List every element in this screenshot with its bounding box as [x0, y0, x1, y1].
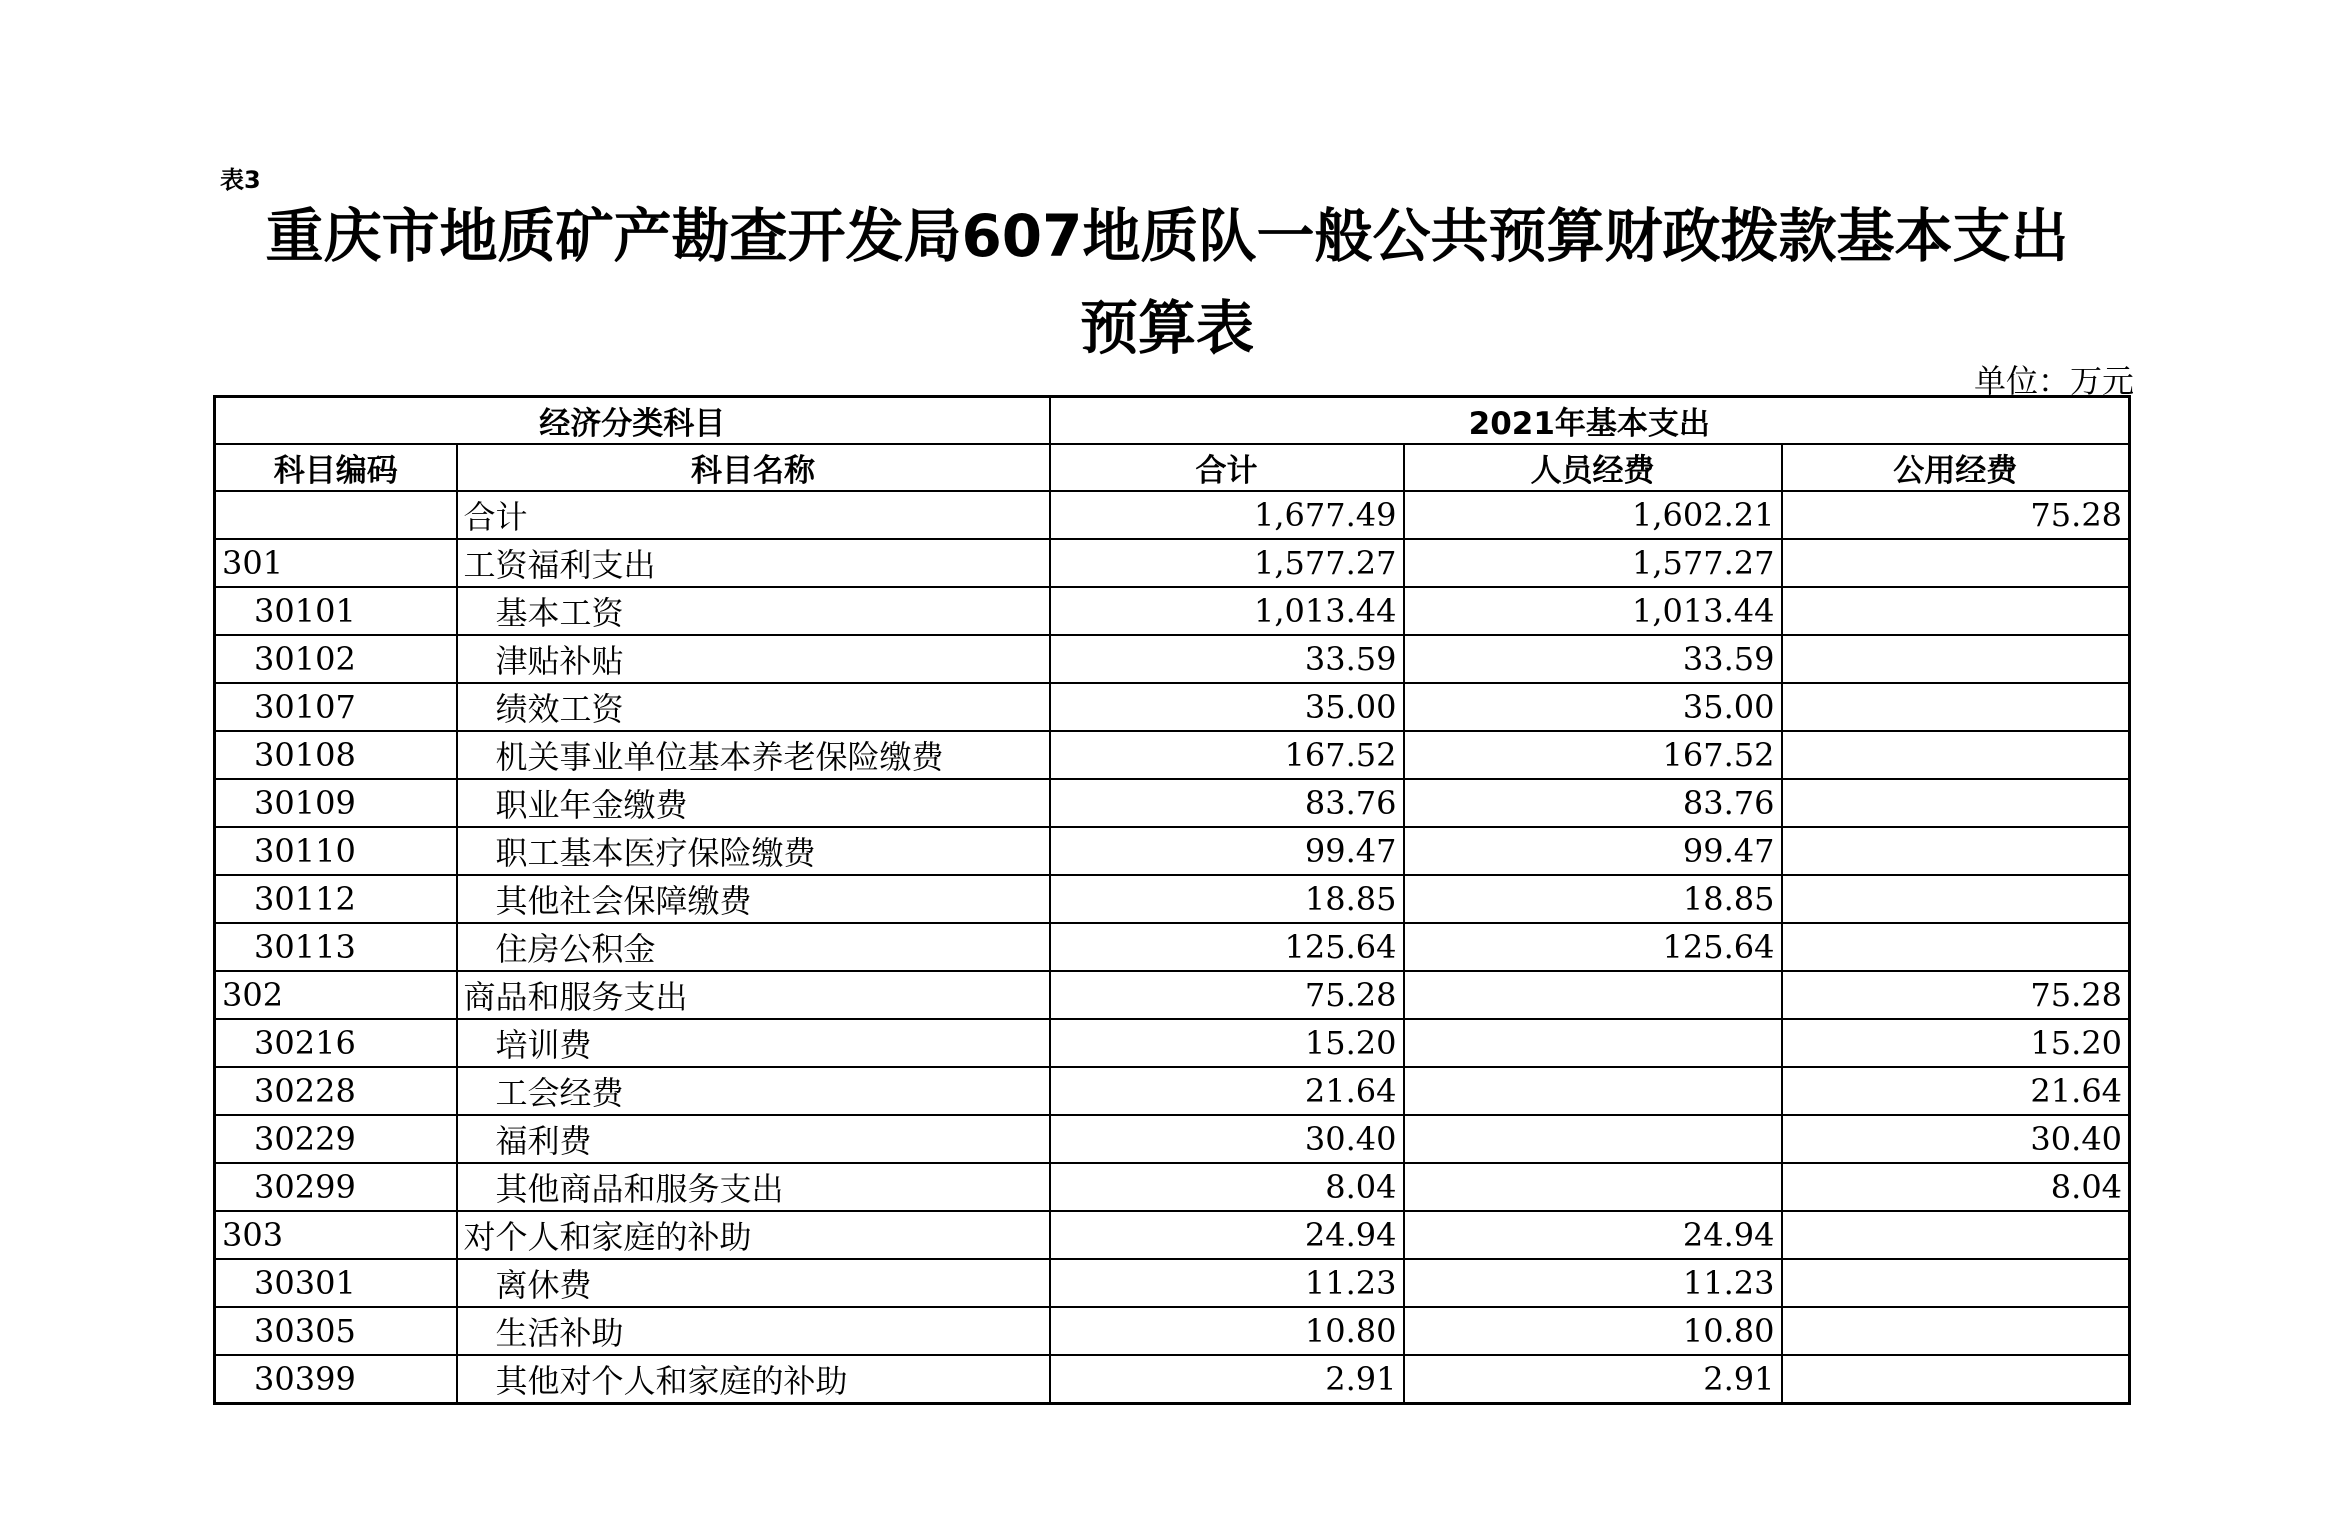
cell-total: 18.85: [1050, 875, 1404, 923]
header-personnel: 人员经费: [1404, 444, 1782, 491]
cell-public: [1782, 1307, 2130, 1355]
cell-total: 2.91: [1050, 1355, 1404, 1404]
cell-code: 30228: [215, 1067, 457, 1115]
table-row: [215, 1355, 2130, 1404]
cell-personnel: 99.47: [1404, 827, 1782, 875]
cell-code: 30110: [215, 827, 457, 875]
cell-code: 30299: [215, 1163, 457, 1211]
table-row: [215, 1307, 2130, 1355]
cell-total: 75.28: [1050, 971, 1404, 1019]
cell-code: 30107: [215, 683, 457, 731]
cell-personnel: 2.91: [1404, 1355, 1782, 1404]
cell-total: 11.23: [1050, 1259, 1404, 1307]
cell-personnel: 1,577.27: [1404, 539, 1782, 587]
cell-personnel: 1,013.44: [1404, 587, 1782, 635]
cell-total: 167.52: [1050, 731, 1404, 779]
cell-total: 99.47: [1050, 827, 1404, 875]
cell-personnel: 33.59: [1404, 635, 1782, 683]
cell-public: 75.28: [1782, 971, 2130, 1019]
cell-personnel: 35.00: [1404, 683, 1782, 731]
cell-code: 30399: [215, 1355, 457, 1404]
unit-label: 单位：万元: [1973, 362, 2134, 400]
cell-code: 30112: [215, 875, 457, 923]
cell-name: 商品和服务支出: [457, 971, 1050, 1019]
cell-public: [1782, 683, 2130, 731]
header-public: 公用经费: [1782, 444, 2130, 491]
cell-name: 合计: [457, 491, 1050, 539]
cell-personnel: 24.94: [1404, 1211, 1782, 1259]
document-title-continued: 预算表: [1079, 294, 1254, 362]
cell-personnel: [1404, 1163, 1782, 1211]
header-name: 科目名称: [457, 444, 1050, 491]
cell-public: [1782, 539, 2130, 587]
table-row: [215, 1163, 2130, 1211]
budget-table: [213, 395, 2131, 1405]
cell-code: 30101: [215, 587, 457, 635]
cell-name: 绩效工资: [457, 683, 1050, 731]
table-row: [215, 923, 2130, 971]
cell-code: 30229: [215, 1115, 457, 1163]
cell-name: 福利费: [457, 1115, 1050, 1163]
cell-total: 21.64: [1050, 1067, 1404, 1115]
table-row: [215, 1259, 2130, 1307]
cell-public: 15.20: [1782, 1019, 2130, 1067]
cell-public: 21.64: [1782, 1067, 2130, 1115]
cell-name: 职工基本医疗保险缴费: [457, 827, 1050, 875]
cell-total: 125.64: [1050, 923, 1404, 971]
cell-public: 8.04: [1782, 1163, 2130, 1211]
cell-personnel: 167.52: [1404, 731, 1782, 779]
table-row: [215, 1115, 2130, 1163]
cell-total: 15.20: [1050, 1019, 1404, 1067]
table-row: [215, 1067, 2130, 1115]
cell-public: [1782, 635, 2130, 683]
cell-public: [1782, 1355, 2130, 1404]
cell-public: [1782, 779, 2130, 827]
table-row: [215, 539, 2130, 587]
cell-total: 83.76: [1050, 779, 1404, 827]
cell-total: 8.04: [1050, 1163, 1404, 1211]
cell-total: 35.00: [1050, 683, 1404, 731]
cell-personnel: [1404, 971, 1782, 1019]
cell-name: 其他社会保障缴费: [457, 875, 1050, 923]
table-row: [215, 779, 2130, 827]
cell-personnel: 18.85: [1404, 875, 1782, 923]
header-column-row: [215, 444, 2130, 491]
cell-name: 对个人和家庭的补助: [457, 1211, 1050, 1259]
header-total: 合计: [1050, 444, 1404, 491]
table-row: [215, 683, 2130, 731]
cell-code: 301: [215, 539, 457, 587]
table-row: [215, 971, 2130, 1019]
cell-total: 24.94: [1050, 1211, 1404, 1259]
table-number-label: 表3: [220, 166, 261, 194]
document-title: 重庆市地质矿产勘查开发局607地质队一般公共预算财政拨款基本支出: [265, 202, 2069, 270]
cell-code: 302: [215, 971, 457, 1019]
cell-code: 30113: [215, 923, 457, 971]
cell-name: 离休费: [457, 1259, 1050, 1307]
cell-name: 基本工资: [457, 587, 1050, 635]
cell-name: 住房公积金: [457, 923, 1050, 971]
cell-total: 1,577.27: [1050, 539, 1404, 587]
cell-code: 30305: [215, 1307, 457, 1355]
cell-name: 津贴补贴: [457, 635, 1050, 683]
cell-personnel: 125.64: [1404, 923, 1782, 971]
cell-personnel: 10.80: [1404, 1307, 1782, 1355]
cell-personnel: 83.76: [1404, 779, 1782, 827]
cell-public: [1782, 875, 2130, 923]
cell-total: 33.59: [1050, 635, 1404, 683]
table-row: [215, 827, 2130, 875]
cell-public: 30.40: [1782, 1115, 2130, 1163]
cell-code: [215, 491, 457, 539]
cell-public: 75.28: [1782, 491, 2130, 539]
cell-name: 工会经费: [457, 1067, 1050, 1115]
cell-personnel: 1,602.21: [1404, 491, 1782, 539]
cell-personnel: [1404, 1067, 1782, 1115]
cell-code: 30301: [215, 1259, 457, 1307]
cell-public: [1782, 587, 2130, 635]
cell-total: 1,013.44: [1050, 587, 1404, 635]
cell-code: 30216: [215, 1019, 457, 1067]
cell-name: 工资福利支出: [457, 539, 1050, 587]
cell-total: 30.40: [1050, 1115, 1404, 1163]
cell-code: 30109: [215, 779, 457, 827]
cell-public: [1782, 1259, 2130, 1307]
cell-name: 其他商品和服务支出: [457, 1163, 1050, 1211]
header-group-row: [215, 397, 2130, 445]
cell-name: 机关事业单位基本养老保险缴费: [457, 731, 1050, 779]
table-row: [215, 587, 2130, 635]
header-basic-expenditure-year: 2021年基本支出: [1050, 397, 2130, 445]
table-row: [215, 491, 2130, 539]
cell-personnel: 11.23: [1404, 1259, 1782, 1307]
table-row: [215, 731, 2130, 779]
cell-personnel: [1404, 1019, 1782, 1067]
cell-personnel: [1404, 1115, 1782, 1163]
cell-code: 30102: [215, 635, 457, 683]
cell-name: 培训费: [457, 1019, 1050, 1067]
header-economic-classification: 经济分类科目: [215, 397, 1050, 445]
cell-code: 30108: [215, 731, 457, 779]
cell-public: [1782, 1211, 2130, 1259]
table-row: [215, 1211, 2130, 1259]
table-row: [215, 1019, 2130, 1067]
cell-total: 10.80: [1050, 1307, 1404, 1355]
table-body: [215, 491, 2130, 1404]
cell-name: 其他对个人和家庭的补助: [457, 1355, 1050, 1404]
cell-public: [1782, 827, 2130, 875]
cell-code: 303: [215, 1211, 457, 1259]
cell-public: [1782, 923, 2130, 971]
cell-public: [1782, 731, 2130, 779]
table-row: [215, 875, 2130, 923]
cell-name: 生活补助: [457, 1307, 1050, 1355]
header-code: 科目编码: [215, 444, 457, 491]
table-row: [215, 635, 2130, 683]
cell-total: 1,677.49: [1050, 491, 1404, 539]
cell-name: 职业年金缴费: [457, 779, 1050, 827]
